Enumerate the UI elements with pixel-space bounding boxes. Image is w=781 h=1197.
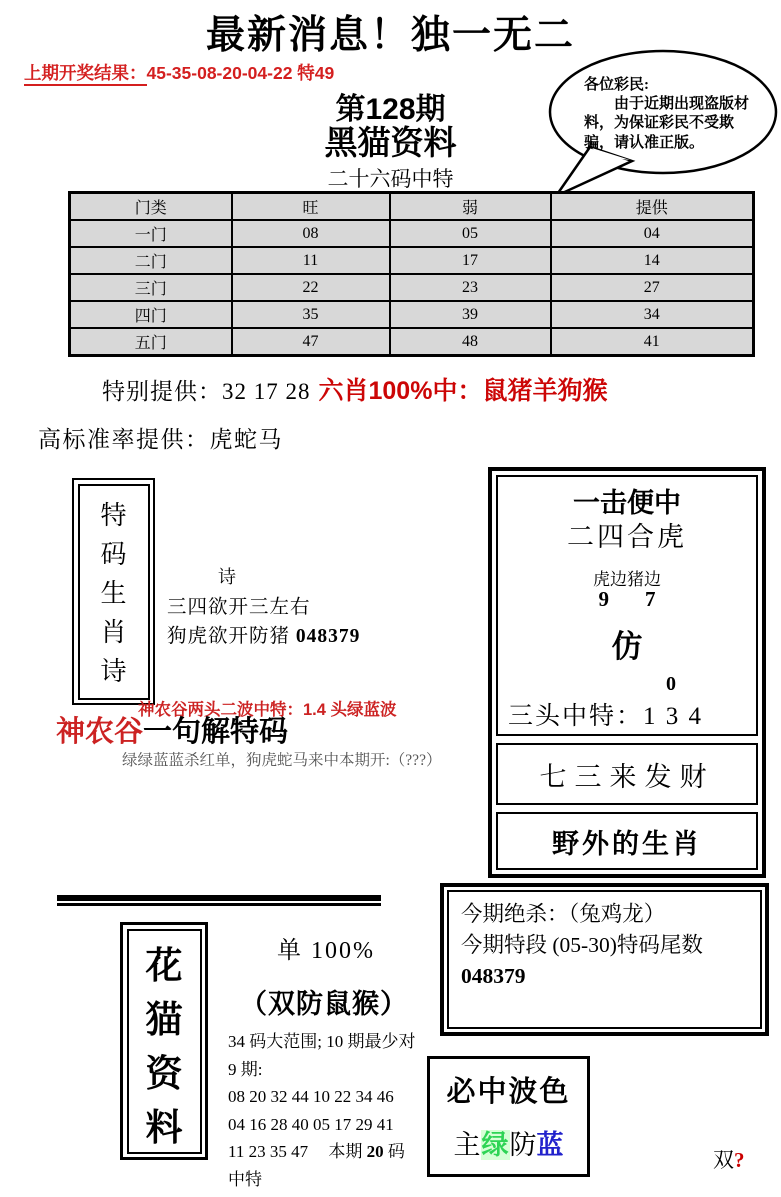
table-row <box>70 274 754 301</box>
table-caption: 二十六码中特 <box>327 167 454 191</box>
current-issue-unit: 码 <box>387 1142 405 1161</box>
one-strike-title: 一击便中 <box>573 488 681 518</box>
notice-salutation: 各位彩民: <box>584 77 649 93</box>
poem-box-char: 码 <box>100 540 127 570</box>
shennong-title <box>56 709 288 750</box>
current-issue-count: 20 <box>366 1142 384 1161</box>
page-title: 最新消息！独一无二 <box>205 14 575 57</box>
range-line-2: 9 期: <box>228 1059 263 1079</box>
kill-line: 今期绝杀：（兔鸡龙） <box>461 902 666 926</box>
huamao-data-box <box>120 922 208 1160</box>
strike-panel <box>488 467 766 878</box>
cell-strong: 22 <box>232 274 390 301</box>
special-provide-line <box>102 371 607 407</box>
corner-question-mark: ? <box>734 1148 745 1172</box>
range-line-1: 34 码大范围; 10 期最少对 <box>228 1032 416 1051</box>
poem-line-2-text: 狗虎欲开防猪 <box>167 626 291 647</box>
huamao-box-char: 花 <box>145 945 183 987</box>
corner-text: 双 <box>713 1148 734 1172</box>
huamao-box-inner <box>127 929 202 1154</box>
zero-char: 0 <box>666 673 676 695</box>
range-numbers-3 <box>228 1138 450 1166</box>
table-row <box>70 247 754 274</box>
edge-number-right: 7 <box>645 587 656 611</box>
table-row <box>70 220 754 247</box>
cell-weak: 17 <box>390 247 551 274</box>
poem-box-char: 生 <box>100 578 127 608</box>
col-header-weak: 弱 <box>390 193 551 221</box>
main-label: 主 <box>453 1130 481 1160</box>
special-provide-numbers: 特别提供：32 17 28 <box>102 379 311 404</box>
cell-gate: 一门 <box>70 220 232 247</box>
cell-provide: 14 <box>551 247 754 274</box>
segment-line-code: 048379 <box>461 964 526 988</box>
six-xiao-text: 六肖100%中：鼠猪羊狗猴 <box>318 377 608 405</box>
wave-color-title: 必中波色 <box>446 1076 571 1108</box>
corner-mark <box>713 1144 745 1174</box>
shennong-name: 神农谷 <box>56 716 144 748</box>
shennong-wave-line: 神农谷两头二波中特：1.4 头绿蓝波 <box>138 701 397 719</box>
fortune-box <box>496 743 758 805</box>
poem-title: 诗 <box>218 567 236 587</box>
fortune-text: 七三来发财 <box>539 761 715 792</box>
wave-color-line <box>430 1123 587 1162</box>
cell-strong: 11 <box>232 247 390 274</box>
edge-numbers <box>498 587 756 612</box>
segment-line <box>461 930 754 992</box>
cell-provide: 27 <box>551 274 754 301</box>
huamao-box-char: 猫 <box>145 999 183 1041</box>
poem-line-1: 三四欲开三左右 <box>167 597 311 618</box>
notice-text <box>584 76 760 153</box>
cell-gate: 三门 <box>70 274 232 301</box>
poem-box-char: 诗 <box>100 656 127 686</box>
col-header-category: 门类 <box>70 193 232 221</box>
cell-provide: 41 <box>551 328 754 356</box>
wave-color-box <box>427 1056 590 1177</box>
three-heads-line: 三头中特：1 3 4 <box>508 703 704 730</box>
section-divider <box>57 895 381 906</box>
issue-number: 第128期 <box>335 93 446 126</box>
col-header-provide: 提供 <box>551 193 754 221</box>
special-code-zodiac-poem-box <box>72 478 155 705</box>
huamao-box-char: 料 <box>145 1107 183 1149</box>
notice-body: 由于近期出现盗版材料，为保证彩民不受欺骗，请认准正版。 <box>584 96 750 151</box>
range-number-block <box>228 1028 450 1193</box>
cell-weak: 48 <box>390 328 551 356</box>
cell-weak: 23 <box>390 274 551 301</box>
segment-line-text: 今期特段 (05-30)特码尾数 <box>461 933 703 957</box>
current-issue-label: 本期 <box>328 1142 363 1161</box>
codes-table <box>68 191 755 357</box>
guard-color-blue: 蓝 <box>536 1130 564 1160</box>
col-header-strong: 旺 <box>232 193 390 221</box>
single-100-line: 单 100% <box>277 938 375 964</box>
double-guard-line: （双防鼠猴） <box>240 989 408 1019</box>
wild-zodiac-box <box>496 812 758 870</box>
cell-gate: 四门 <box>70 301 232 328</box>
poem-box-inner <box>78 484 150 700</box>
range-numbers-2: 04 16 28 40 05 17 29 41 <box>228 1114 394 1134</box>
huamao-box-char: 资 <box>145 1053 183 1095</box>
cell-strong: 47 <box>232 328 390 356</box>
cell-provide: 04 <box>551 220 754 247</box>
cell-provide: 34 <box>551 301 754 328</box>
cell-strong: 08 <box>232 220 390 247</box>
previous-draw-label: 上期开奖结果： <box>24 63 147 86</box>
cell-strong: 35 <box>232 301 390 328</box>
poem-line-2 <box>167 620 360 648</box>
shennong-hint-line: 绿绿蓝蓝杀红单，狗虎蛇马来中本期开:（???） <box>122 752 442 769</box>
edge-line: 虎边猪边 <box>593 570 661 589</box>
previous-draw-numbers: 45-35-08-20-04-22 特49 <box>146 63 335 83</box>
range-line-end: 中特 <box>228 1169 262 1189</box>
edge-number-left: 9 <box>598 587 609 611</box>
source-name: 黑猫资料 <box>324 126 457 162</box>
high-standard-line: 高标准率提供：虎蛇马 <box>38 427 283 452</box>
previous-draw-result <box>24 60 334 85</box>
shennong-solve: 一句解特码 <box>143 716 289 748</box>
main-color-green: 绿 <box>481 1130 509 1160</box>
table-row <box>70 328 754 356</box>
cell-gate: 五门 <box>70 328 232 356</box>
table-header-row <box>70 193 754 221</box>
wild-zodiac-text: 野外的生肖 <box>552 828 702 859</box>
poem-line-2-code: 048379 <box>295 626 361 647</box>
guard-label: 防 <box>509 1130 537 1160</box>
kill-box-inner <box>447 890 762 1029</box>
fang-char: 仿 <box>611 629 643 664</box>
one-strike-box <box>496 475 758 736</box>
cell-weak: 05 <box>390 220 551 247</box>
range-numbers-1: 08 20 32 44 10 22 34 46 <box>228 1087 394 1106</box>
table-row <box>70 301 754 328</box>
kill-box <box>440 883 769 1036</box>
poem-box-char: 特 <box>100 501 127 531</box>
range-numbers-3-codes: 11 23 35 47 <box>228 1142 309 1161</box>
cell-weak: 39 <box>390 301 551 328</box>
cell-gate: 二门 <box>70 247 232 274</box>
poem-box-char: 肖 <box>100 617 127 647</box>
combo-line: 二四合虎 <box>567 522 687 552</box>
